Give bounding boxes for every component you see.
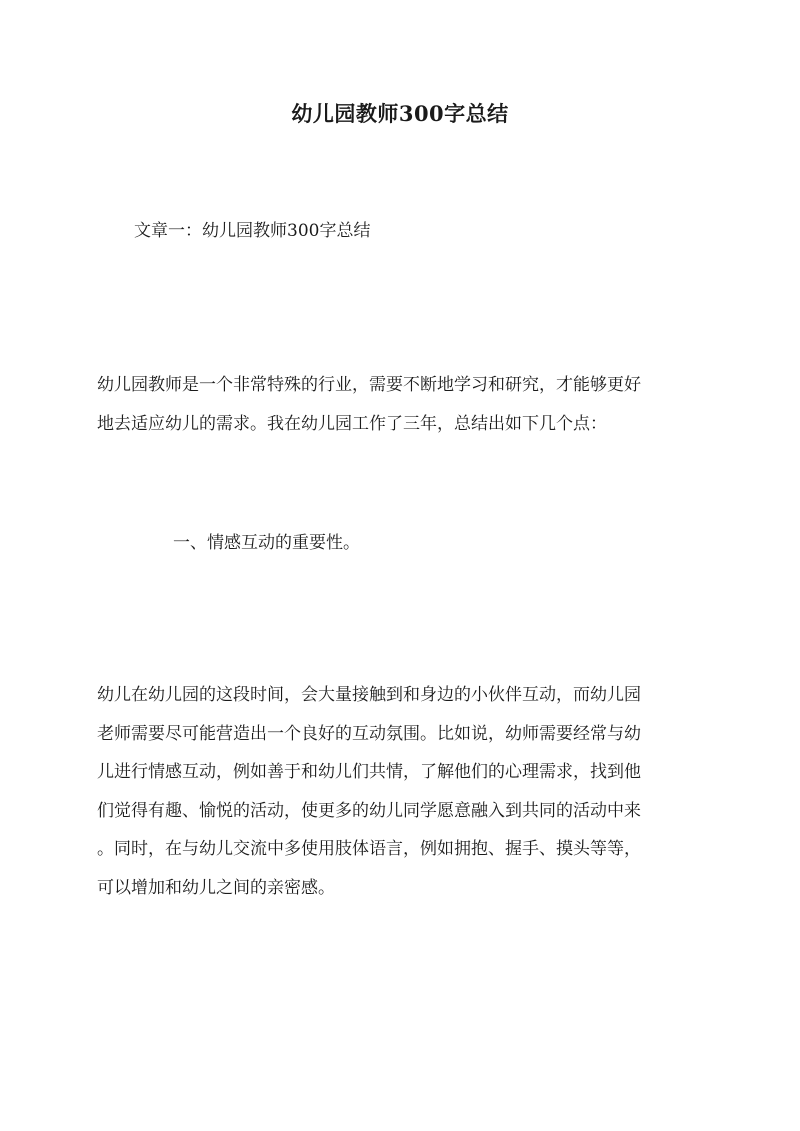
paragraph-line: 们觉得有趣、愉悦的活动，使更多的幼儿同学愿意融入到共同的活动中来	[97, 800, 641, 821]
article-subtitle: 文章一：幼儿园教师300字总结	[134, 221, 371, 241]
section-heading: 一、情感互动的重要性。	[173, 533, 360, 553]
document-title: 幼儿园教师300字总结	[291, 101, 509, 126]
paragraph-line: 可以增加和幼儿之间的亲密感。	[97, 877, 335, 898]
paragraph-line: 老师需要尽可能营造出一个良好的互动氛围。比如说，幼师需要经常与幼	[97, 723, 641, 744]
body-paragraph	[97, 676, 707, 908]
paragraph-line: 幼儿园教师是一个非常特殊的行业，需要不断地学习和研究，才能够更好	[97, 375, 641, 395]
paragraph-line: 儿进行情感互动，例如善于和幼儿们共情，了解他们的心理需求，找到他	[97, 762, 641, 783]
intro-paragraph	[97, 366, 707, 443]
paragraph-line: 。同时，在与幼儿交流中多使用肢体语言，例如拥抱、握手、摸头等等，	[97, 839, 641, 860]
paragraph-line: 地去适应幼儿的需求。我在幼儿园工作了三年，总结出如下几个点：	[97, 413, 607, 434]
paragraph-line: 幼儿在幼儿园的这段时间，会大量接触到和身边的小伙伴互动，而幼儿园	[97, 685, 641, 705]
